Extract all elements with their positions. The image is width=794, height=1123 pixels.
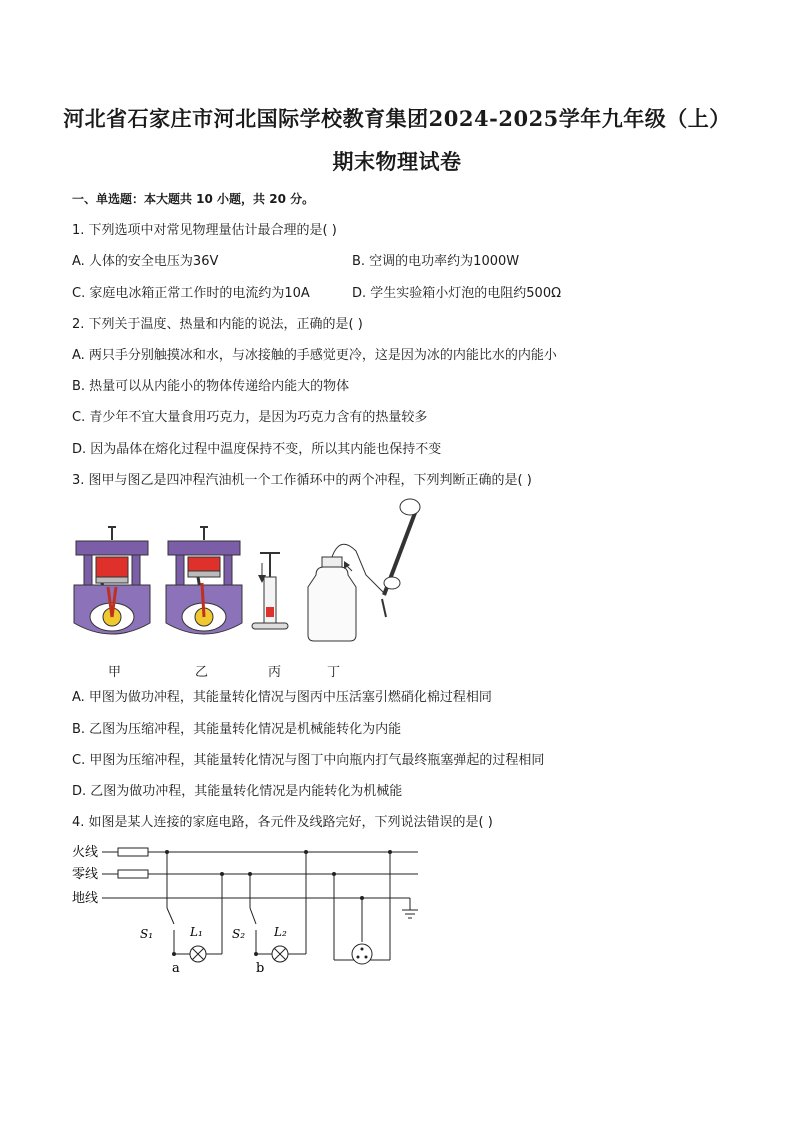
- point-a-label: a: [172, 961, 180, 976]
- engine-yi-illustration: [166, 527, 242, 634]
- q2-option-a: A. 两只手分别触摸冰和水，与冰接触的手感觉更冷，这是因为冰的内能比水的内能小: [72, 348, 557, 363]
- q3-figure: [70, 495, 430, 660]
- switch-s2: [250, 908, 256, 924]
- q3-option-c: C. 甲图为压缩冲程，其能量转化情况与图丁中向瓶内打气最终瓶塞弹起的过程相同: [72, 753, 545, 768]
- figure-caption-jia: 甲: [108, 665, 122, 680]
- q2-option-b: B. 热量可以从内能小的物体传递给内能大的物体: [72, 379, 350, 394]
- q4-stem: 4. 如图是某人连接的家庭电路，各元件及线路完好，下列说法错误的是( ): [72, 815, 493, 830]
- exam-title-line1: 河北省石家庄市河北国际学校教育集团2024-2025学年九年级（上）: [63, 106, 731, 131]
- q2-option-c: C. 青少年不宜大量食用巧克力，是因为巧克力含有的热量较多: [72, 410, 428, 425]
- q3-stem: 3. 图甲与图乙是四冲程汽油机一个工作循环中的两个冲程，下列判断正确的是( ): [72, 473, 532, 488]
- s2-label: S₂: [232, 927, 246, 941]
- q3-option-d: D. 乙图为做功冲程，其能量转化情况是内能转化为机械能: [72, 784, 403, 799]
- l2-label: L₂: [274, 925, 287, 939]
- compression-tube-illustration: [252, 553, 288, 629]
- figure-caption-bing: 丙: [268, 665, 282, 680]
- figure-caption-yi: 乙: [195, 665, 209, 680]
- q1-option-a: A. 人体的安全电压为36V: [72, 254, 219, 269]
- l1-label: L₁: [190, 925, 203, 939]
- neutral-fuse: [118, 870, 148, 878]
- q2-stem: 2. 下列关于温度、热量和内能的说法，正确的是( ): [72, 317, 363, 332]
- q1-option-d: D. 学生实验箱小灯泡的电阻约500Ω: [352, 286, 562, 301]
- neutral-wire-label: 零线: [72, 867, 99, 882]
- q1-option-c: C. 家庭电冰箱正常工作时的电流约为10A: [72, 286, 310, 301]
- section-heading: 一、单选题：本大题共 10 小题，共 20 分。: [72, 192, 315, 206]
- s1-label: S₁: [140, 927, 154, 941]
- switch-s1: [167, 908, 174, 924]
- figure-caption-ding: 丁: [327, 665, 341, 680]
- engine-jia-illustration: [74, 527, 150, 634]
- three-pin-socket: [352, 944, 372, 964]
- exam-title-line2: 期末物理试卷: [332, 149, 462, 174]
- live-fuse: [118, 848, 148, 856]
- q1-option-b: B. 空调的电功率约为1000W: [352, 254, 520, 269]
- live-wire-label: 火线: [72, 845, 99, 860]
- q1-stem: 1. 下列选项中对常见物理量估计最合理的是( ): [72, 223, 337, 238]
- ground-wire-label: 地线: [72, 891, 99, 906]
- q2-option-d: D. 因为晶体在熔化过程中温度保持不变，所以其内能也保持不变: [72, 442, 442, 457]
- q3-option-a: A. 甲图为做功冲程，其能量转化情况与图丙中压活塞引燃硝化棉过程相同: [72, 690, 492, 705]
- q3-option-b: B. 乙图为压缩冲程，其能量转化情况是机械能转化为内能: [72, 722, 402, 737]
- bottle-pump-illustration: [308, 499, 420, 641]
- point-b-label: b: [256, 961, 265, 976]
- household-circuit-diagram: [70, 838, 430, 978]
